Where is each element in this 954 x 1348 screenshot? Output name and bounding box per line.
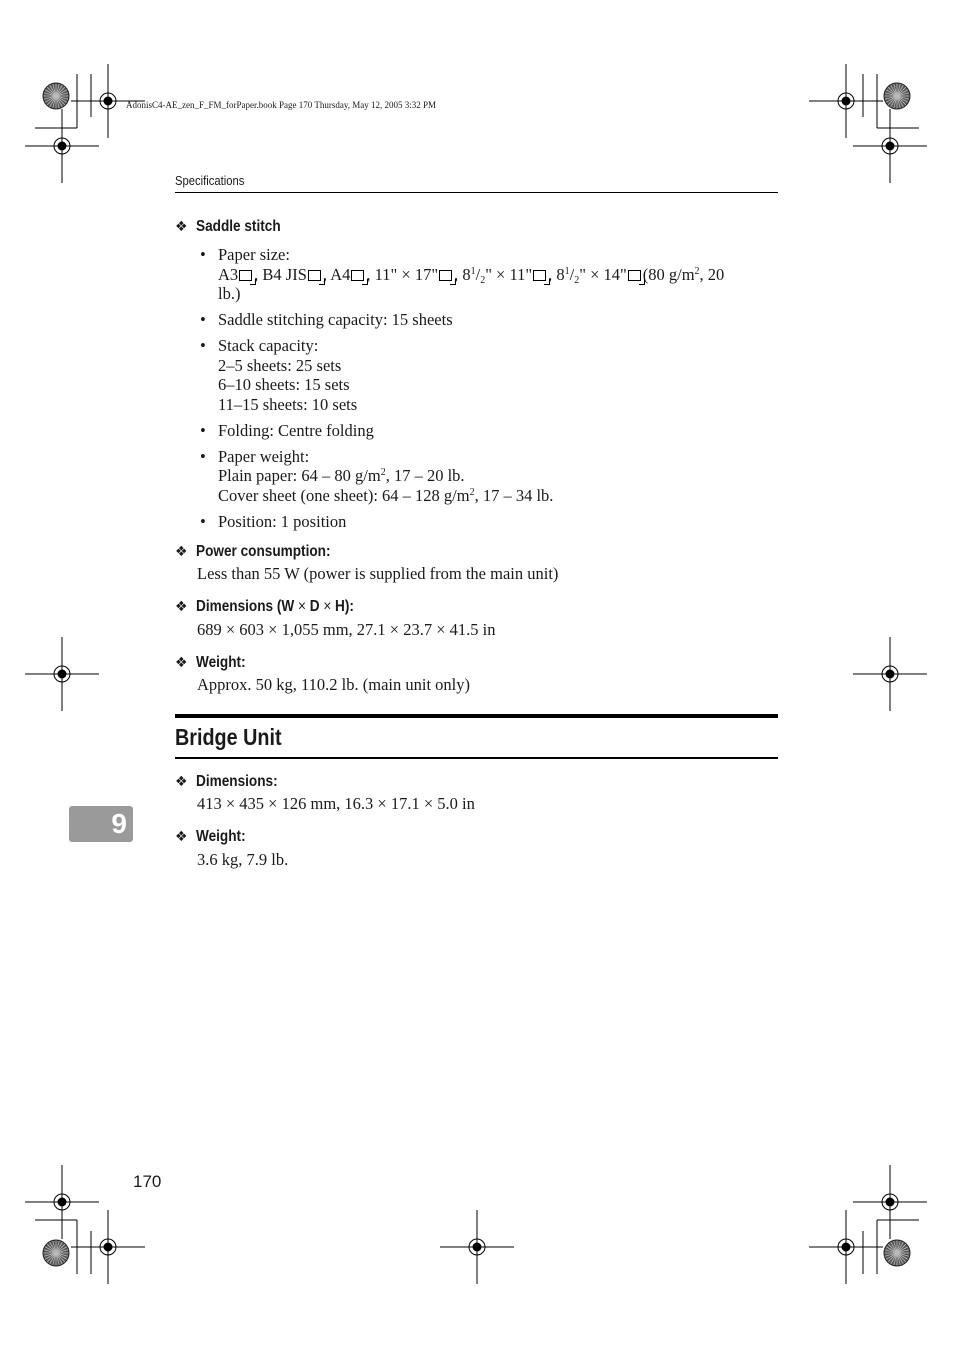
weight-value: Approx. 50 kg, 110.2 lb. (main unit only) [197, 675, 470, 694]
bridge-dimensions-heading [175, 773, 292, 791]
paper-landscape-icon [533, 270, 546, 281]
list-item [197, 310, 787, 330]
book-info-line: AdonisC4-AE_zen_F_FM_forPaper.book Page 170 Thursday, May 12, 2005 3:32 PM [126, 100, 436, 110]
diamond-bullet-icon: ❖ [175, 655, 188, 671]
stack-capacity-label: • Stack capacity: [218, 336, 319, 355]
chapter-number: 9 [111, 808, 127, 839]
printer-starburst-icon [43, 83, 69, 109]
crosshair-registration-icon [25, 109, 99, 183]
crosshair-registration-icon [853, 109, 927, 183]
crosshair-registration-icon [809, 64, 883, 138]
crosshair-registration-icon [25, 637, 99, 711]
paper-landscape-icon [239, 270, 252, 281]
stitching-capacity: • Saddle stitching capacity: 15 sheets [218, 310, 453, 329]
header-rule [175, 192, 778, 193]
crosshair-registration-icon [853, 1165, 927, 1239]
bridge-weight-value: 3.6 kg, 7.9 lb. [197, 850, 289, 869]
crosshair-registration-icon [440, 1210, 514, 1284]
stack-line: 11–15 sheets: 10 sets [218, 394, 358, 414]
printer-starburst-icon [884, 1240, 910, 1266]
running-header: Specifications [175, 174, 245, 188]
power-value: Less than 55 W (power is supplied from the main unit) [197, 564, 559, 583]
section-title: Power consumption: [195, 543, 331, 560]
paper-size-label: • Paper size: [218, 245, 290, 264]
weight-heading [175, 654, 254, 672]
list-item [197, 245, 787, 304]
crosshair-registration-icon [853, 637, 927, 711]
power-heading [175, 543, 354, 561]
stack-line: 6–10 sheets: 15 sets [218, 375, 350, 394]
list-item [197, 336, 787, 414]
list-item [197, 447, 787, 506]
paper-landscape-icon [351, 270, 364, 281]
page-number: 170 [133, 1172, 162, 1191]
cover-sheet-weight: Cover sheet (one sheet): 64 – 128 $g/m^2$, 17 – 34 lb. [218, 485, 554, 505]
dimensions-heading [175, 598, 381, 616]
list-item [197, 512, 787, 532]
section-title: Saddle stitch [195, 218, 281, 235]
paper-size-line3: lb.) [218, 284, 241, 303]
paper-landscape-icon [628, 270, 641, 281]
printer-starburst-icon [884, 83, 910, 109]
section-title: Dimensions: [195, 773, 278, 790]
crosshair-registration-icon [809, 1210, 883, 1284]
section-title: Dimensions (W × D × H): [195, 598, 354, 615]
crosshair-registration-icon [25, 1165, 99, 1239]
crosshair-registration-icon [71, 1210, 145, 1284]
paper-weight-label: • Paper weight: [218, 446, 310, 466]
chapter-tab [69, 806, 133, 842]
paper-landscape-icon [308, 270, 321, 281]
diamond-bullet-icon: ❖ [175, 599, 188, 615]
section-title: Weight: [195, 654, 246, 671]
plain-paper-weight: Plain paper: 64 – 80 $g/m^2$, 17 – 20 lb. [218, 466, 465, 485]
saddle-stitch-list [197, 245, 787, 538]
position: • Position: 1 position [218, 511, 347, 531]
bridge-dimensions-value: 413 × 435 × 126 mm, 16.3 × 17.1 × 5.0 in [197, 794, 475, 813]
bridge-weight-heading [175, 828, 254, 846]
diamond-bullet-icon: ❖ [175, 219, 188, 235]
bridge-unit-heading: Bridge Unit [175, 724, 282, 750]
printer-starburst-icon [43, 1240, 69, 1266]
folding: • Folding: Centre folding [218, 420, 374, 440]
list-item [197, 421, 787, 441]
diamond-bullet-icon: ❖ [175, 544, 188, 560]
dimensions-value: 689 × 603 × 1,055 mm, 27.1 × 23.7 × 41.5 in [197, 620, 496, 639]
diamond-bullet-icon: ❖ [175, 829, 188, 845]
stack-line: 2–5 sheets: 25 sets [218, 355, 342, 375]
section-rule-thick [175, 714, 778, 718]
section-rule-thin [175, 757, 778, 759]
diamond-bullet-icon: ❖ [175, 774, 188, 790]
paper-size-values: A3 , B4 JIS , A4 , 11" × 17" , $8^1/_2$" × 11" , $8^1/_2$" × 14" (80 $g/m^2$, 20 [218, 264, 725, 286]
saddle-stitch-heading [175, 218, 295, 236]
paper-landscape-icon [439, 270, 452, 281]
section-title: Weight: [195, 828, 246, 845]
